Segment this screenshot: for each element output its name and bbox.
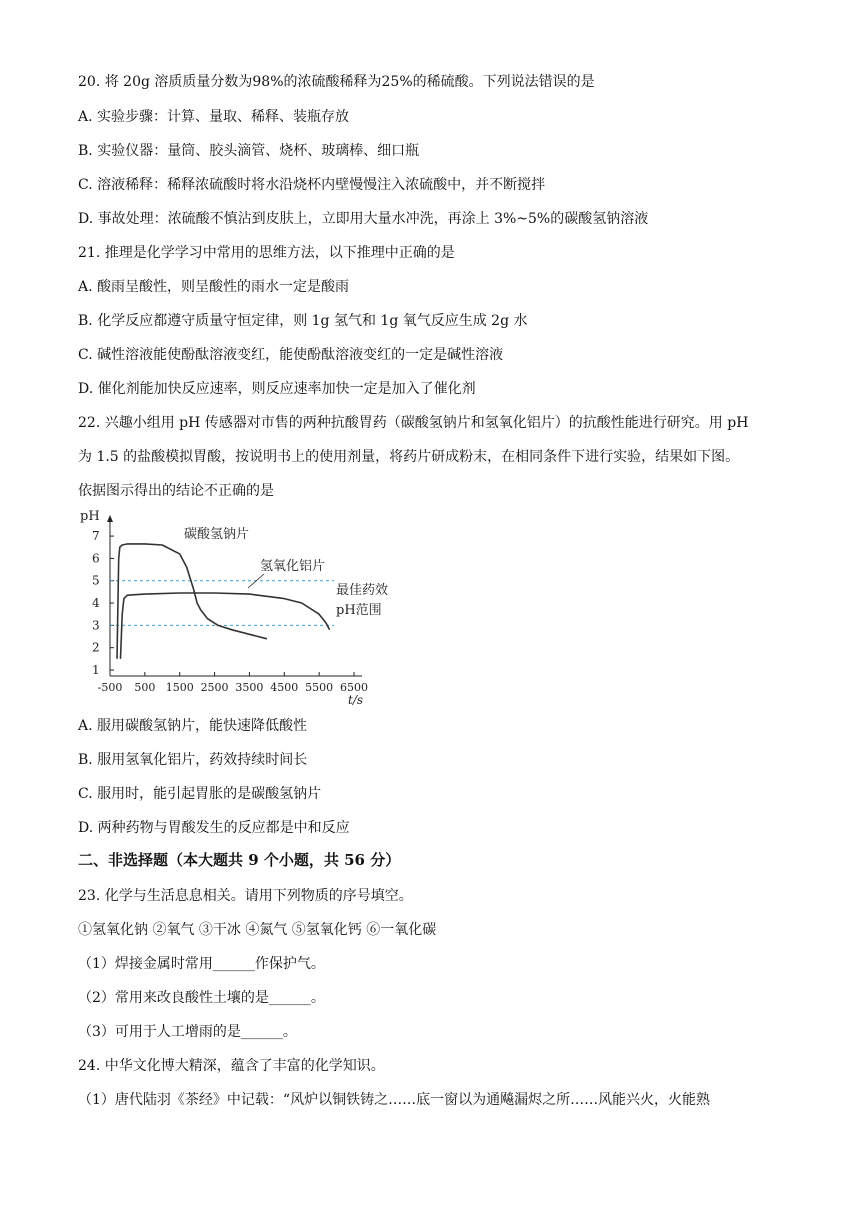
- q24-stem: 24. 中华文化博大精深，蕴含了丰富的化学知识。: [78, 1058, 385, 1074]
- q20-option-a: A. 实验步骤：计算、量取、稀释、装瓶存放: [78, 109, 350, 125]
- y-tick-label: 2: [92, 640, 100, 655]
- x-tick-label: 4500: [270, 681, 299, 694]
- q24-part1: （1）唐代陆羽《茶经》中记载：“风炉以铜铁铸之……底一窗以为通飚漏烬之所……风能兴火，火能熟: [78, 1092, 711, 1108]
- x-tick-label: 6500: [340, 681, 368, 694]
- q23-part1: （1）焊接金属时常用______作保护气。: [78, 956, 325, 972]
- q23-part3: （3）可用于人工增雨的是______。: [78, 1024, 297, 1040]
- x-tick-label: 2500: [200, 681, 229, 694]
- series-line-2: [121, 593, 330, 659]
- q20-option-b: B. 实验仪器：量筒、胶头滴管、烧杯、玻璃棒、细口瓶: [78, 143, 420, 159]
- y-tick-label: 1: [92, 663, 100, 677]
- q22-option-a: A. 服用碳酸氢钠片，能快速降低酸性: [78, 718, 308, 734]
- x-tick-label: 5500: [305, 681, 334, 694]
- x-tick-label: 500: [134, 681, 156, 694]
- q22-option-c: C. 服用时，能引起胃胀的是碳酸氢钠片: [78, 786, 322, 802]
- q23-stem: 23. 化学与生活息息相关。请用下列物质的序号填空。: [78, 888, 413, 904]
- q22-stem-line2: 为 1.5 的盐酸模拟胃酸，按说明书上的使用剂量，将药片研成粉末，在相同条件下进行实验，结果如下图。: [78, 449, 740, 465]
- q20-stem: 20. 将 20g 溶质质量分数为98%的浓硫酸稀释为25%的稀硫酸。下列说法错误的是: [78, 74, 595, 90]
- q22-option-d: D. 两种药物与胃酸发生的反应都是中和反应: [78, 820, 350, 836]
- series-line-1: [117, 544, 267, 659]
- x-tick-label: 3500: [235, 681, 264, 694]
- y-tick-label: 5: [92, 573, 100, 588]
- q22-stem-line1: 22. 兴趣小组用 pH 传感器对市售的两种抗酸胃药（碳酸氢钠片和氢氧化铝片）的抗酸性能进行研究。用 pH: [78, 415, 749, 431]
- x-axis-label: t/s: [348, 693, 364, 707]
- q23-options: ①氢氧化钠 ②氧气 ③干冰 ④氮气 ⑤氢氧化钙 ⑥一氧化碳: [78, 922, 437, 938]
- y-tick-label: 3: [92, 618, 100, 633]
- q21-option-d: D. 催化剂能加快反应速率，则反应速率加快一定是加入了催化剂: [78, 381, 476, 397]
- series-label-aluminum-hydroxide: 氢氧化铝片: [260, 559, 326, 574]
- q21-option-c: C. 碱性溶液能使酚酞溶液变红，能使酚酞溶液变红的一定是碱性溶液: [78, 347, 504, 363]
- q23-part2: （2）常用来改良酸性土壤的是______。: [78, 990, 325, 1006]
- section-2-title: 二、非选择题（本大题共 9 个小题，共 56 分）: [78, 851, 401, 869]
- y-tick-label: 6: [92, 551, 100, 566]
- q20-option-c: C. 溶液稀释：稀释浓硫酸时将水沿烧杯内壁慢慢注入浓硫酸中，并不断搅拌: [78, 177, 546, 193]
- series-label-sodium-bicarbonate: 碳酸氢钠片: [184, 527, 250, 542]
- y-axis-arrow: [107, 515, 113, 522]
- q22-option-b: B. 服用氢氧化铝片，药效持续时间长: [78, 752, 308, 768]
- band-label-line1: 最佳药效: [336, 583, 389, 598]
- q22-stem-line3: 依据图示得出的结论不正确的是: [78, 483, 274, 499]
- y-tick-label: 4: [92, 596, 100, 611]
- band-label-line2: pH范围: [336, 603, 382, 618]
- q21-option-b: B. 化学反应都遵守质量守恒定律，则 1g 氢气和 1g 氧气反应生成 2g 水: [78, 313, 528, 329]
- x-tick-label: 1500: [165, 681, 194, 694]
- y-axis-label: pH: [80, 509, 100, 524]
- ph-chart: [72, 508, 389, 707]
- x-tick-label: -500: [97, 681, 123, 694]
- q20-option-d: D. 事故处理：浓硫酸不慎沾到皮肤上，立即用大量水冲洗，再涂上 3%~5%的碳酸氢钠溶液: [78, 211, 649, 227]
- y-tick-label: 7: [92, 529, 100, 544]
- q21-option-a: A. 酸雨呈酸性，则呈酸性的雨水一定是酸雨: [78, 279, 350, 295]
- q21-stem: 21. 推理是化学学习中常用的思维方法，以下推理中正确的是: [78, 245, 455, 261]
